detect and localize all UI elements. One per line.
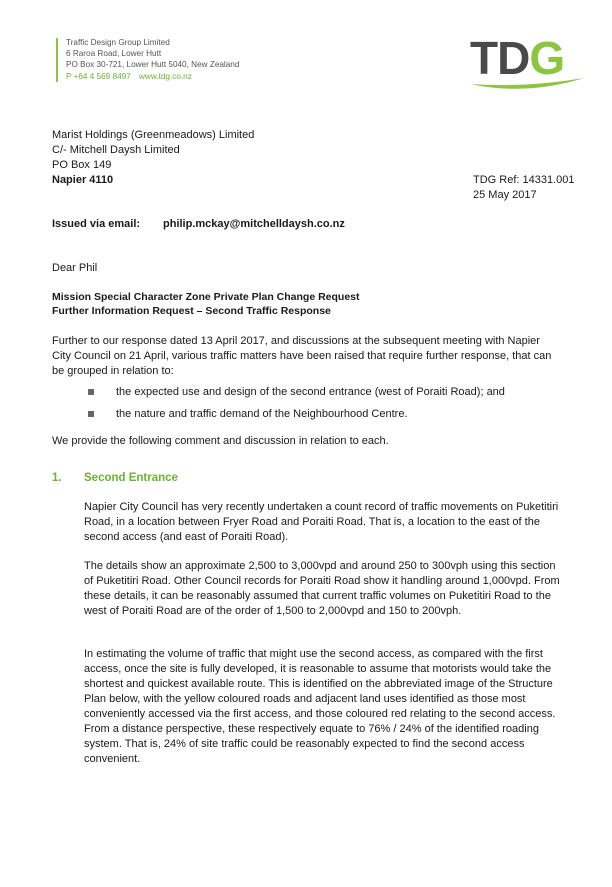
- list-item-text: the expected use and design of the second entrance (west of Poraiti Road); and: [116, 386, 505, 398]
- recipient-address: [52, 128, 254, 188]
- list-item: [88, 407, 558, 429]
- recipient-email[interactable]: philip.mckay@mitchelldaysh.co.nz: [163, 218, 345, 230]
- matters-list: [88, 385, 558, 429]
- recipient-line4: Napier 4110: [52, 174, 114, 186]
- recipient-line1: Marist Holdings (Greenmeadows) Limited: [52, 129, 255, 141]
- section1-paragraph-3: In estimating the volume of traffic that might use the second access, as compared with the first access, once the site is fully developed, it is reasonable to assume that motorists would take the shortest and quickest available route. This is identified on the abbreviated image of the Structure Plan below, with the yellow coloured roads and adjacent land uses identified as those most conveniently accessed via the first access, and those coloured red relating to the second access. From a distance perspective, these respectively equate to 76% / 24% of the identified roading system. That is, 24% of site traffic could be reasonably expected to find the second access convenient.: [84, 648, 556, 765]
- section-heading-second-entrance: [52, 472, 178, 484]
- logo-letter-g: G: [529, 32, 565, 84]
- letter-date: 25 May 2017: [473, 189, 537, 201]
- letterhead-phone: P +64 4 569 8497: [66, 71, 131, 81]
- provide-paragraph: We provide the following comment and discussion in relation to each.: [52, 435, 389, 447]
- letterhead-address-line1: 6 Raroa Road, Lower Hutt: [66, 49, 162, 59]
- subject-heading: [52, 290, 360, 318]
- section1-paragraph-1: Napier City Council has very recently undertaken a count record of traffic movements on Puketitiri Road, in a location between Fryer Road and Poraiti Road. That is, a location to the east of the second access (and east of Poraiti Road).: [84, 501, 559, 543]
- intro-paragraph: Further to our response dated 13 April 2017, and discussions at the subsequent meeting with Napier City Council on 21 April, various traffic matters have been raised that require further response, that can be grouped in relation to:: [52, 335, 552, 377]
- tdg-logo: [466, 26, 588, 92]
- square-bullet-icon: [88, 411, 94, 417]
- section1-paragraph-2: The details show an approximate 2,500 to 3,000vpd and around 250 to 300vph using this section of Puketitiri Road. Other Council records for Poraiti Road show it handling around 1,000vpd. From these details, it can be reasonably assumed that current traffic volumes on Puketitiri Road to the west of Poraiti Road are of the order of 1,500 to 2,000vpd and 150 to 200vph.: [84, 560, 560, 617]
- letterhead-address: [66, 37, 239, 82]
- list-item: [88, 385, 558, 407]
- section-title: Second Entrance: [84, 472, 178, 484]
- svg-text:TDG: [470, 32, 564, 84]
- issued-label: Issued via email:: [52, 218, 141, 230]
- subject-line2: Further Information Request – Second Traffic Response: [52, 305, 331, 317]
- reference-block: [473, 173, 575, 203]
- letterhead-company: Traffic Design Group Limited: [66, 38, 170, 47]
- issued-via-email: [52, 218, 345, 230]
- letterhead-website: www.tdg.co.nz: [139, 71, 192, 81]
- salutation: Dear Phil: [52, 262, 98, 274]
- subject-line1: Mission Special Character Zone Private Plan Change Request: [52, 291, 360, 303]
- list-item-text: the nature and traffic demand of the Neighbourhood Centre.: [116, 408, 408, 420]
- recipient-line3: PO Box 149: [52, 159, 112, 171]
- recipient-line2: C/- Mitchell Daysh Limited: [52, 144, 180, 156]
- logo-letter-d: D: [497, 32, 530, 84]
- square-bullet-icon: [88, 389, 94, 395]
- letterhead-accent-bar: [56, 38, 58, 82]
- reference-number: TDG Ref: 14331.001: [473, 174, 575, 186]
- section-number: 1.: [52, 472, 62, 484]
- letterhead-address-line2: PO Box 30-721, Lower Hutt 5040, New Zealand: [66, 60, 240, 70]
- logo-letter-t: T: [470, 32, 498, 84]
